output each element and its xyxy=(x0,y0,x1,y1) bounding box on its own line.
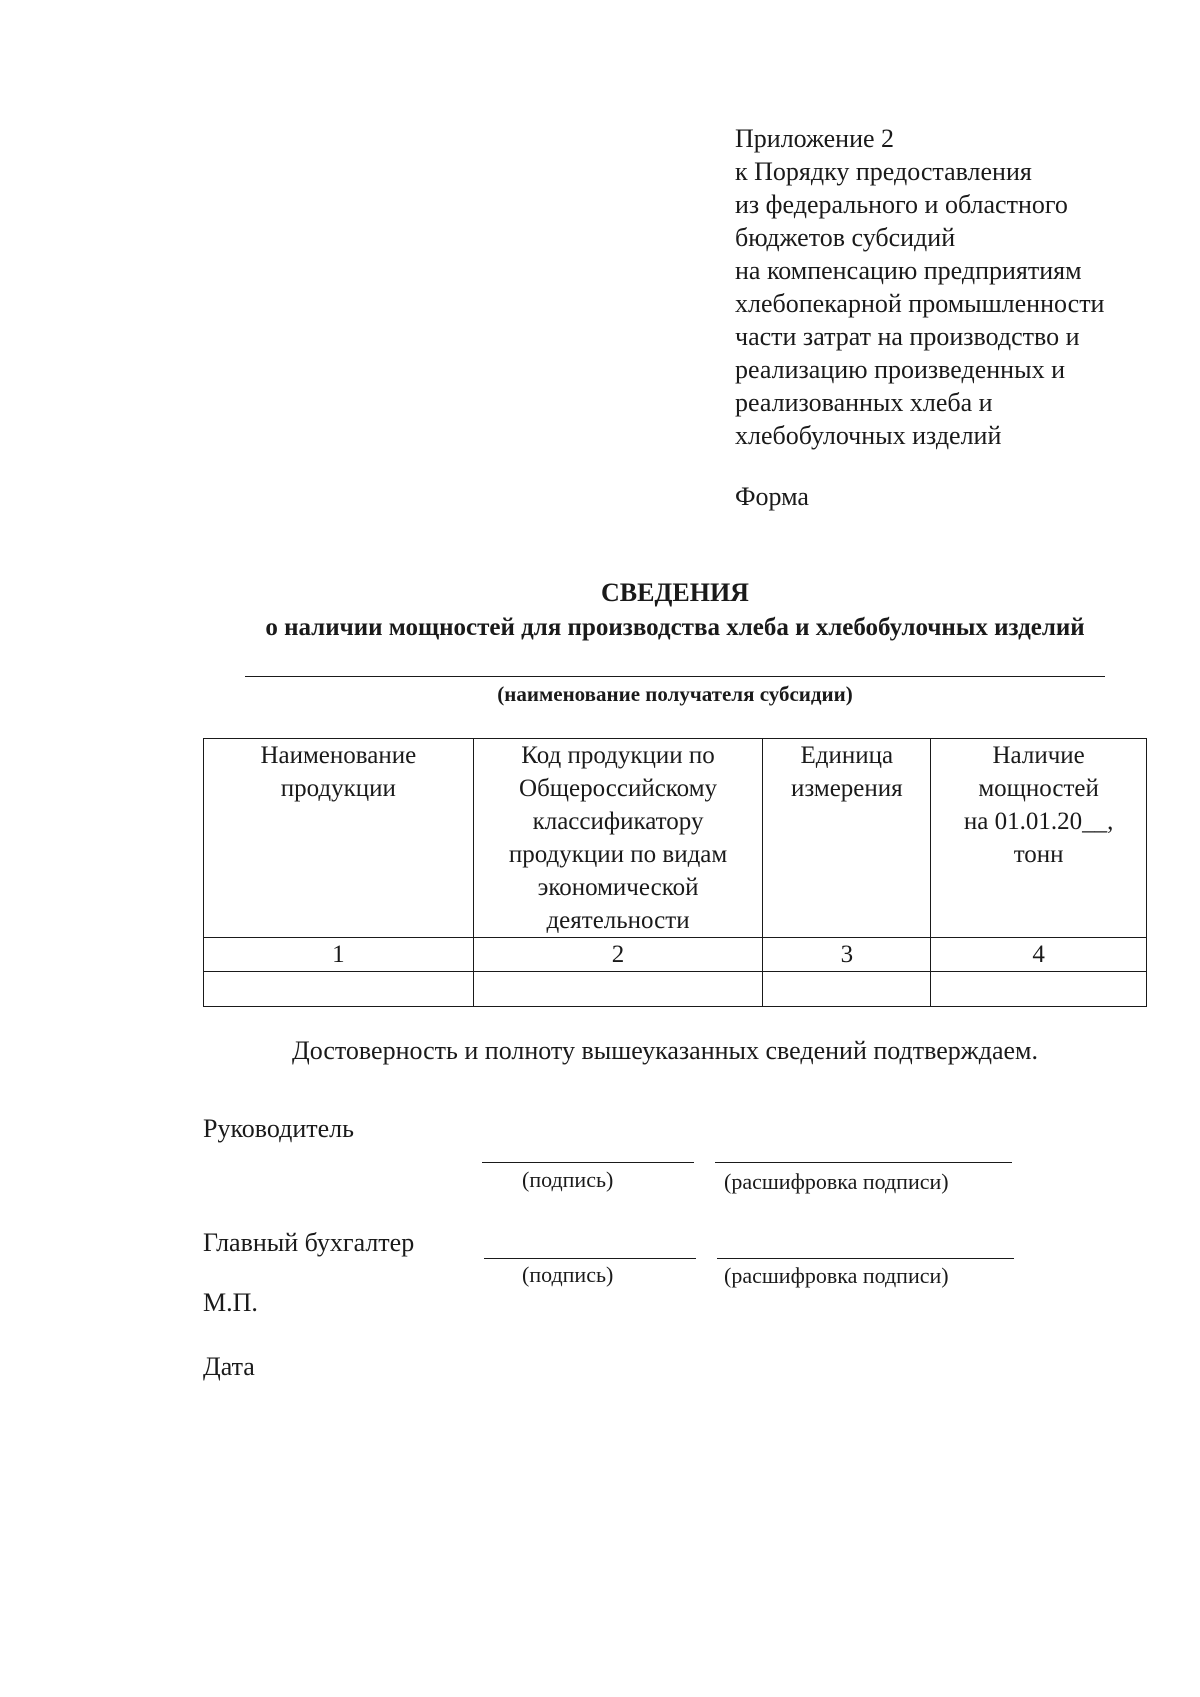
appendix-line: хлебобулочных изделий xyxy=(735,421,1002,450)
head-signature-line[interactable] xyxy=(482,1162,694,1163)
recipient-name-line[interactable] xyxy=(245,676,1105,677)
accountant-decode-line[interactable] xyxy=(717,1258,1014,1259)
appendix-line: к Порядку предоставления xyxy=(735,157,1032,186)
appendix-line: из федерального и областного xyxy=(735,190,1068,219)
appendix-line: части затрат на производство и xyxy=(735,322,1080,351)
confirmation-text: Достоверность и полноту вышеуказанных сведений подтверждаем. xyxy=(291,1036,1039,1065)
column-number: 3 xyxy=(763,938,931,972)
header-product-code: Код продукции по Общероссийскому классификатору продукции по видам экономической деятельности xyxy=(473,739,763,938)
table-number-row xyxy=(204,938,1147,972)
decode-caption: (расшифровка подписи) xyxy=(724,1169,949,1194)
document-subtitle: о наличии мощностей для производства хлеба и хлебобулочных изделий xyxy=(265,614,1085,641)
column-number: 4 xyxy=(931,938,1147,972)
table-cell[interactable] xyxy=(763,972,931,1007)
seal-label: М.П. xyxy=(203,1288,258,1317)
table-cell[interactable] xyxy=(473,972,763,1007)
table-row xyxy=(204,972,1147,1007)
signature-caption: (подпись) xyxy=(522,1262,614,1287)
capacity-table xyxy=(203,738,1147,1007)
accountant-signature-line[interactable] xyxy=(484,1258,696,1259)
header-capacity: Наличие мощностей на 01.01.20__, тонн xyxy=(931,739,1147,938)
header-product-name: Наименование продукции xyxy=(204,739,474,938)
table-cell[interactable] xyxy=(204,972,474,1007)
header-unit: Единица измерения xyxy=(763,739,931,938)
accountant-label: Главный бухгалтер xyxy=(203,1228,415,1257)
head-label: Руководитель xyxy=(203,1114,354,1143)
form-label: Форма xyxy=(735,482,809,511)
table-header-row xyxy=(204,739,1147,938)
table-cell[interactable] xyxy=(931,972,1147,1007)
appendix-line: бюджетов субсидий xyxy=(735,223,956,252)
appendix-line: Приложение 2 xyxy=(735,124,895,153)
column-number: 1 xyxy=(204,938,474,972)
appendix-line: реализованных хлеба и xyxy=(735,388,993,417)
appendix-block xyxy=(735,122,1104,452)
signature-caption: (подпись) xyxy=(522,1167,614,1192)
recipient-caption: (наименование получателя субсидии) xyxy=(497,682,853,706)
appendix-line: хлебопекарной промышленности xyxy=(735,289,1105,318)
date-label: Дата xyxy=(203,1352,255,1381)
column-number: 2 xyxy=(473,938,763,972)
appendix-line: на компенсацию предприятиям xyxy=(735,256,1082,285)
appendix-line: реализацию произведенных и xyxy=(735,355,1065,384)
decode-caption: (расшифровка подписи) xyxy=(724,1263,949,1288)
document-title: СВЕДЕНИЯ xyxy=(601,578,749,607)
head-decode-line[interactable] xyxy=(715,1162,1012,1163)
